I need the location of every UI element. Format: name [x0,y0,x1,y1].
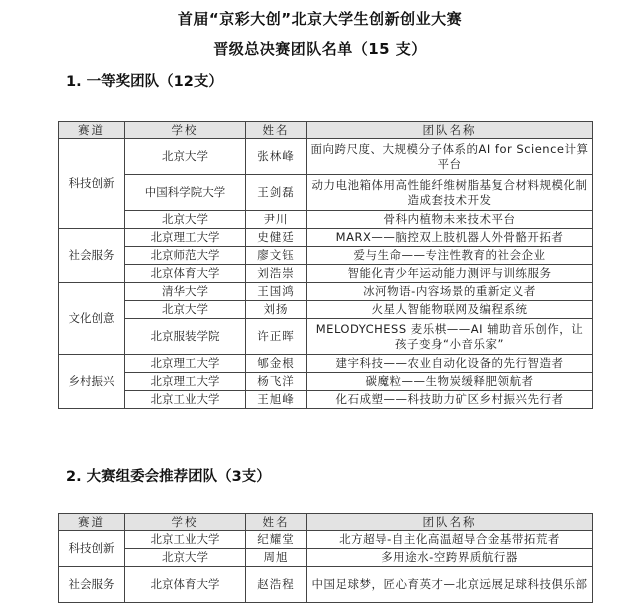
team-cell: 冰河物语-内容场景的重新定义者 [307,283,593,301]
table-row [59,247,593,265]
name-cell: 史健廷 [246,229,307,247]
header-school: 学校 [125,514,246,531]
header-name: 姓名 [246,514,307,531]
school-cell: 北京大学 [125,211,246,229]
school-cell: 清华大学 [125,283,246,301]
header-team: 团队名称 [307,514,593,531]
name-cell: 周旭 [246,549,307,567]
table-row [59,175,593,211]
school-cell: 北京大学 [125,301,246,319]
section-heading-first-prize: 1. 一等奖团队（12支） [66,74,223,90]
name-cell: 尹川 [246,211,307,229]
table-row [59,567,593,603]
header-school: 学校 [125,122,246,139]
school-cell: 北京服装学院 [125,319,246,355]
school-cell: 北京理工大学 [125,355,246,373]
name-cell: 王旭峰 [246,391,307,409]
name-cell: 刘扬 [246,301,307,319]
track-cell: 社会服务 [59,229,125,283]
track-cell: 乡村振兴 [59,355,125,409]
first-prize-table [58,121,593,409]
page-subtitle: 晋级总决赛团队名单（15 支） [213,40,427,58]
table-row [59,319,593,355]
school-cell: 北京理工大学 [125,373,246,391]
school-cell: 北京体育大学 [125,265,246,283]
name-cell: 王剑磊 [246,175,307,211]
table-row [59,373,593,391]
track-cell: 文化创意 [59,283,125,355]
page-title: 首届“京彩大创”北京大学生创新创业大赛 [177,10,463,28]
team-cell: 面向跨尺度、大规模分子体系的AI for Science计算平台 [307,139,593,175]
table-row [59,229,593,247]
name-cell: 杨飞洋 [246,373,307,391]
recommended-teams-table [58,513,593,603]
school-cell: 北京大学 [125,139,246,175]
table-row [59,301,593,319]
table-row [59,211,593,229]
team-cell: 碳魔粒——生物炭缓释肥领航者 [307,373,593,391]
name-cell: 刘浩崇 [246,265,307,283]
team-cell: 火星人智能物联网及编程系统 [307,301,593,319]
table-header-row [59,122,593,139]
team-cell: 骨科内植物未来技术平台 [307,211,593,229]
team-cell: 建宇科技——农业自动化设备的先行智造者 [307,355,593,373]
header-name: 姓名 [246,122,307,139]
section-heading-recommended: 2. 大赛组委会推荐团队（3支） [66,469,271,485]
school-cell: 中国科学院大学 [125,175,246,211]
track-cell: 社会服务 [59,567,125,603]
team-cell: 化石成塑——科技助力矿区乡村振兴先行者 [307,391,593,409]
name-cell: 廖文钰 [246,247,307,265]
table-row [59,355,593,373]
header-track: 赛道 [59,514,125,531]
header-track: 赛道 [59,122,125,139]
school-cell: 北京大学 [125,549,246,567]
team-cell: 中国足球梦，匠心育英才—北京远展足球科技俱乐部 [307,567,593,603]
track-cell: 科技创新 [59,531,125,567]
school-cell: 北京工业大学 [125,531,246,549]
name-cell: 赵浩程 [246,567,307,603]
team-cell: 北方超导-自主化高温超导合金基带拓荒者 [307,531,593,549]
track-cell: 科技创新 [59,139,125,229]
table-row [59,549,593,567]
team-cell: 动力电池箱体用高性能纤维树脂基复合材料规模化制造成套技术开发 [307,175,593,211]
header-team: 团队名称 [307,122,593,139]
table-row [59,531,593,549]
name-cell: 纪耀堂 [246,531,307,549]
team-cell: MELODYCHESS 麦乐棋——AI 辅助音乐创作，让孩子变身“小音乐家” [307,319,593,355]
team-cell: 智能化青少年运动能力测评与训练服务 [307,265,593,283]
team-cell: MARX——脑控双上肢机器人外骨骼开拓者 [307,229,593,247]
table-row [59,139,593,175]
table-header-row [59,514,593,531]
school-cell: 北京体育大学 [125,567,246,603]
name-cell: 许正晖 [246,319,307,355]
name-cell: 王国鸿 [246,283,307,301]
table-row [59,283,593,301]
team-cell: 多用途水-空跨界质航行器 [307,549,593,567]
school-cell: 北京工业大学 [125,391,246,409]
team-cell: 爱与生命——专注性教育的社会企业 [307,247,593,265]
table-row [59,265,593,283]
name-cell: 张林峰 [246,139,307,175]
school-cell: 北京师范大学 [125,247,246,265]
table-row [59,391,593,409]
name-cell: 郇金根 [246,355,307,373]
school-cell: 北京理工大学 [125,229,246,247]
